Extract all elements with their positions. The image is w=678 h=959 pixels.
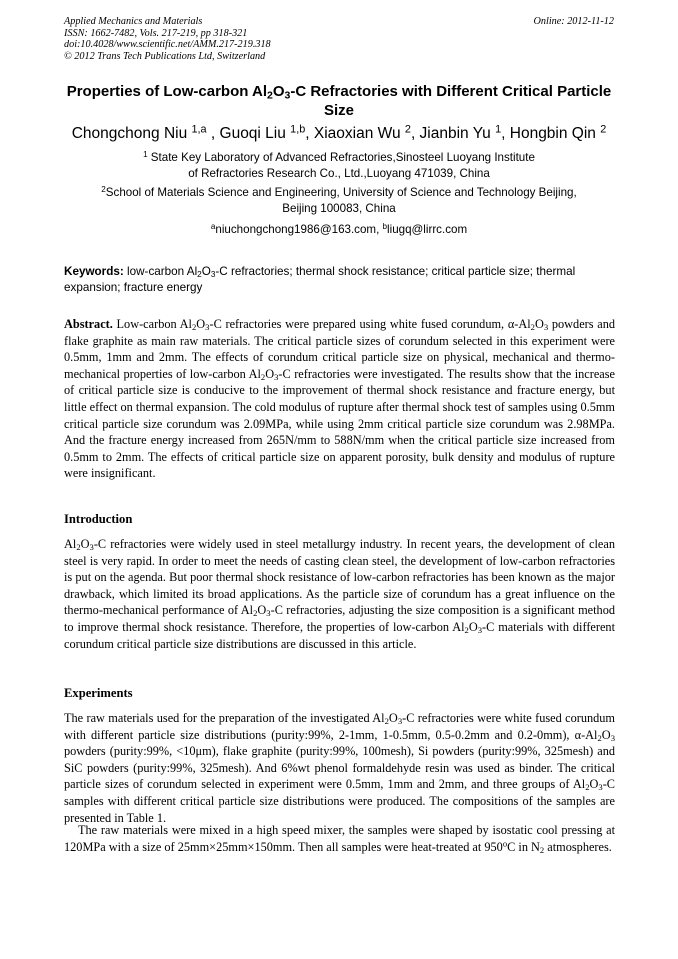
- abstract-label: Abstract.: [64, 317, 113, 331]
- author-name: , Guoqi Liu: [206, 125, 291, 142]
- journal-name: Applied Mechanics and Materials: [64, 16, 203, 27]
- section-heading-experiments: Experiments: [64, 686, 133, 700]
- email-link: liugq@lirrc.com: [387, 223, 468, 236]
- affiliation-1: $^1$ State Key Laboratory of Advanced Refractories,Sinosteel Luoyang Institute of Refractories Research Co., Ltd.,Luoyang 471039, China: [143, 149, 535, 180]
- experiments-paragraph-2: The raw materials were mixed in a high speed mixer, the samples were shaped by isostatic cool pressing at 120MPa with a size of 25mm×25mm×150mm. Then all samples were heat-treated at 950$^o$C in $N_2$ atmospheres.: [64, 823, 615, 855]
- journal-doi: doi:10.4028/www.scientific.net/AMM.217-219.318: [64, 39, 271, 51]
- paper-title: Properties of Low-carbon $Al_2O_3-C$ Refractories with Different Critical Particle Size: [66, 83, 612, 119]
- journal-issn: ISSN: 1662-7482, Vols. 217-219, pp 318-321: [64, 27, 248, 39]
- author-name: Chongchong Niu: [71, 125, 192, 142]
- experiments-paragraph-1: The raw materials used for the preparation of the investigated $Al_2O_3-C$ refractories were white fused corundum with different particle size distributions (purity:99%, 2-1mm, 1-0.5mm, 0.5-0.2mm and 0.2-0mm), $\alpha-Al_2O_3$ powders (purity:99%, <10μm), flake graphite (purity:99%, 100mesh), Si powders (purity:99%, 325mesh) and SiC powders (purity:99%, 325mesh). And 6%wt phenol formaldehyde resin was used as binder. The critical particle sizes of corundum selected in experiment were 0.5mm, 1mm and 2mm, and three groups of $Al_2O_3-C$ samples with different critical particle size distributions were produced. The compositions of the samples are presented in Table 1.: [64, 711, 615, 825]
- author-name: , Hongbin Qin: [501, 125, 601, 142]
- author-emails: $^a$niuchongchong1986@163.com, $^b$liugq@lirrc.com: [210, 221, 468, 236]
- journal-header: [64, 16, 271, 62]
- email-link: niuchongchong1986@163.com,: [215, 223, 383, 236]
- journal-copyright: © 2012 Trans Tech Publications Ltd, Switzerland: [64, 50, 266, 62]
- affiliation-2: $^2$School of Materials Science and Engineering, University of Science and Technology Beijing, Beijing 100083, China: [101, 184, 577, 215]
- abstract: Abstract. Low-carbon $Al_2O_3-C$ refractories were prepared using white fused corundum, $\alpha-Al_2O_3$ powders and flake graphite as main raw materials. The critical particle sizes of corundum selected in this experiment were 0.5mm, 1mm and 2mm. The effects of corundum critical particle size on physical, mechanical and thermo-mechanical properties of low-carbon $Al_2O_3-C$ refractories were investigated. The results show that the increase of critical particle size is conducive to the improvement of thermal shock resistance and fracture energy, but little effect on thermal expansion. The cold modulus of rupture after thermal shock test of samples using 0.5mm critical particle size corundum was 2.09MPa, while using 2mm critical particle size corundum was 2.98MPa. And the fracture energy increased from 265N/mm to 588N/mm when the critical particle size increased from 0.5mm to 2mm. The effects of critical particle size on apparent porosity, bulk density and modulus of rupture were insignificant.: [64, 317, 616, 481]
- author-name: , Jianbin Yu: [410, 125, 496, 142]
- author-list: Chongchong Niu $^{1,a}$ , Guoqi Liu $^{1,b}$, Xiaoxian Wu $^2$, Jianbin Yu $^1$, Hongbin Qin $^2$: [71, 123, 607, 142]
- online-date: Online: 2012-11-12: [533, 16, 614, 27]
- introduction-paragraph: $Al_2O_3-C$ refractories were widely used in steel metallurgy industry. In recent years, the development of clean steel is very rapid. In order to meet the needs of casting clean steel, the development of low-carbon refractories is put on the agenda. But poor thermal shock resistance of low-carbon refractories has been known as the major drawback, which limited its broad applications. As the particle size of corundum has a great influence on the thermo-mechanical performance of $Al_2O_3-C$ refractories, adjusting the size composition is a significant method to improve thermal shock resistance. Therefore, the properties of low-carbon $Al_2O_3-C$ materials with different corundum critical particle size distributions are discussed in this article.: [64, 537, 616, 651]
- keywords: Keywords: low-carbon $Al_2O_3-C$ refractories; thermal shock resistance; critical particle size; thermal expansion; fracture energy: [64, 265, 576, 294]
- author-name: , Xiaoxian Wu: [305, 125, 405, 142]
- keywords-label: Keywords:: [64, 265, 124, 278]
- section-heading-introduction: Introduction: [64, 512, 133, 526]
